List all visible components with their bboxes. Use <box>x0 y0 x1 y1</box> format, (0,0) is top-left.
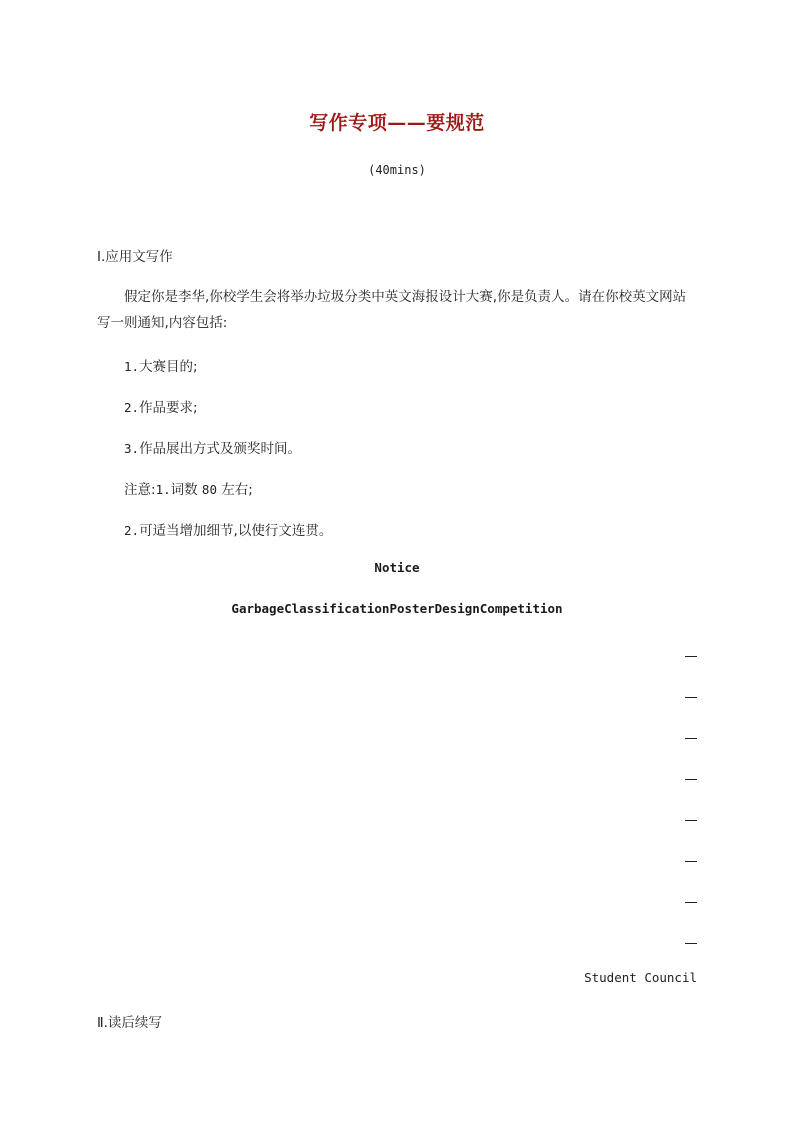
time-limit: (40mins) <box>368 163 426 177</box>
requirement-item-2 <box>124 396 198 416</box>
note-text: 词数 <box>170 482 198 498</box>
note-line-2 <box>124 519 332 539</box>
answer-blank-line <box>685 697 697 698</box>
answer-blank-line <box>685 779 697 780</box>
requirement-item-3 <box>124 437 301 457</box>
item-text: 作品要求; <box>139 400 198 416</box>
item-text: 大赛目的; <box>139 359 198 375</box>
note-number: 2. <box>124 523 140 538</box>
page-title: 写作专项——要规范 <box>309 112 485 134</box>
requirement-item-1 <box>124 355 198 375</box>
item-text: 作品展出方式及颁奖时间。 <box>139 441 302 457</box>
note-label: 注意: <box>124 482 156 498</box>
answer-blank-line <box>685 738 697 739</box>
note-number: 1. <box>155 482 171 497</box>
item-number: 3. <box>124 441 140 456</box>
answer-blank-line <box>685 861 697 862</box>
notice-subheading: GarbageClassificationPosterDesignCompetition <box>231 601 563 616</box>
word-count: 80 <box>201 482 217 497</box>
note-text: 左右; <box>221 482 253 498</box>
notice-heading: Notice <box>374 560 420 575</box>
section-heading-2: Ⅱ.读后续写 <box>97 1015 162 1031</box>
section-heading-1: Ⅰ.应用文写作 <box>97 249 173 265</box>
note-line-1 <box>124 478 253 498</box>
note-text: 可适当增加细节,以使行文连贯。 <box>139 523 333 539</box>
item-number: 2. <box>124 400 140 415</box>
item-number: 1. <box>124 359 140 374</box>
signature: Student Council <box>584 970 697 985</box>
answer-blank-line <box>685 902 697 903</box>
answer-blank-line <box>685 943 697 944</box>
answer-blank-line <box>685 656 697 657</box>
answer-blank-line <box>685 820 697 821</box>
writing-prompt: 假定你是李华,你校学生会将举办垃圾分类中英文海报设计大赛,你是负责人。请在你校英文网站写一则通知,内容包括: <box>97 289 687 331</box>
